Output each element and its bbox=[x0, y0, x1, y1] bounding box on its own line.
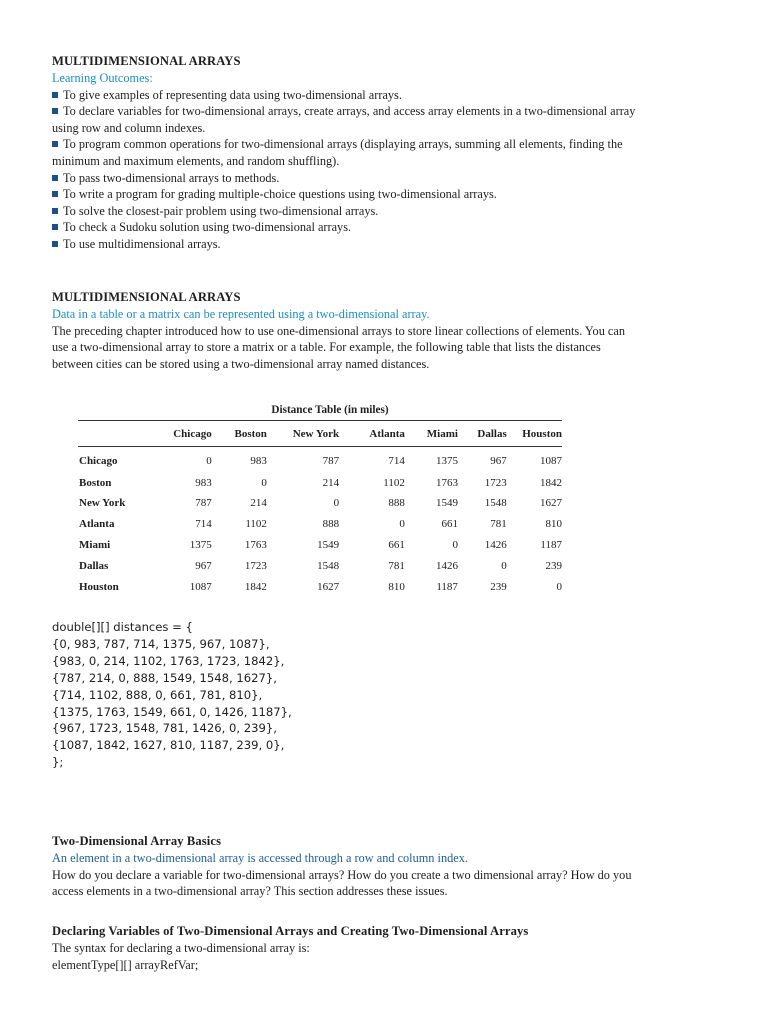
distance-table bbox=[78, 420, 562, 597]
distance-cell: 1627 bbox=[540, 497, 562, 510]
distance-cell: 787 bbox=[195, 497, 212, 510]
table-row bbox=[78, 514, 562, 535]
distance-cell: 214 bbox=[322, 476, 340, 489]
outcome-text: To give examples of representing data using two-dimensional arrays. bbox=[63, 87, 402, 102]
square-bullet-icon bbox=[52, 175, 58, 181]
code-line: double[][] distances = { bbox=[52, 620, 193, 634]
code-line: {787, 214, 0, 888, 1549, 1548, 1627}, bbox=[52, 670, 277, 685]
distance-cell: 1375 bbox=[435, 455, 458, 468]
outcome-text: To solve the closest-pair problem using two-dimensional arrays. bbox=[63, 203, 379, 218]
outcome-text: To write a program for grading multiple-choice questions using two-dimensional arrays. bbox=[63, 187, 497, 202]
row-header: Dallas bbox=[79, 559, 109, 572]
paragraph-line: How do you declare a variable for two-dimensional arrays? How do you create a two dimensional array? How do you bbox=[52, 867, 632, 882]
outcome-text: using row and column indexes. bbox=[52, 120, 206, 135]
array-basics-section bbox=[52, 833, 631, 900]
outcome-line bbox=[52, 219, 635, 236]
outcome-text: To pass two-dimensional arrays to methods. bbox=[63, 170, 280, 185]
code-block bbox=[52, 619, 292, 771]
distance-cell: 714 bbox=[388, 455, 405, 468]
distance-cell: 781 bbox=[490, 518, 507, 531]
distance-cell: 1187 bbox=[436, 580, 458, 593]
row-header: Houston bbox=[79, 580, 119, 593]
outcome-line bbox=[52, 136, 635, 153]
table-body bbox=[78, 446, 562, 597]
distance-cell: 888 bbox=[322, 518, 340, 531]
outcomes-list bbox=[52, 87, 635, 253]
multidimensional-arrays-section bbox=[52, 289, 625, 372]
distance-cell: 0 bbox=[452, 539, 458, 552]
outcome-item bbox=[52, 103, 635, 136]
table-row bbox=[78, 493, 562, 514]
column-header: Houston bbox=[522, 428, 562, 440]
outcome-item bbox=[52, 186, 635, 203]
table-row bbox=[78, 556, 562, 577]
column-header: Dallas bbox=[477, 428, 507, 440]
column-header: Atlanta bbox=[369, 428, 405, 440]
distance-cell: 983 bbox=[195, 476, 212, 489]
column-header: Chicago bbox=[173, 428, 212, 440]
distance-cell: 1375 bbox=[189, 539, 212, 552]
distance-cell: 661 bbox=[441, 518, 458, 531]
outcome-item bbox=[52, 87, 635, 104]
section-title: Two-Dimensional Array Basics bbox=[52, 834, 222, 848]
row-header: Boston bbox=[79, 476, 112, 489]
table-row bbox=[78, 446, 562, 473]
square-bullet-icon bbox=[52, 241, 58, 247]
square-bullet-icon bbox=[52, 92, 58, 98]
distance-cell: 810 bbox=[545, 518, 562, 531]
distance-cell: 1548 bbox=[317, 559, 340, 572]
outcome-line bbox=[52, 103, 635, 120]
distance-cell: 1087 bbox=[540, 455, 562, 468]
learning-outcomes-section bbox=[52, 53, 635, 253]
distance-cell: 967 bbox=[490, 455, 507, 468]
square-bullet-icon bbox=[52, 208, 58, 214]
paragraph-line: use a two-dimensional array to store a matrix or a table. For example, the following table that lists the distances bbox=[52, 340, 601, 355]
code-line: }; bbox=[52, 755, 64, 770]
distance-cell: 1548 bbox=[484, 497, 507, 510]
paragraph-line: between cities can be stored using a two-dimensional array named distances. bbox=[52, 356, 430, 371]
square-bullet-icon bbox=[52, 141, 58, 147]
corner-cell bbox=[78, 421, 148, 447]
outcome-line bbox=[52, 87, 635, 104]
column-header: Miami bbox=[426, 428, 458, 440]
table-caption: Distance Table (in miles) bbox=[271, 404, 389, 416]
outcome-item bbox=[52, 203, 635, 220]
distance-cell: 0 bbox=[399, 518, 405, 531]
column-header: Boston bbox=[234, 428, 267, 440]
outcome-text: To use multidimensional arrays. bbox=[63, 236, 221, 251]
paragraph-line: The preceding chapter introduced how to use one-dimensional arrays to store linear collections of elements. You can bbox=[52, 323, 625, 338]
distance-cell: 239 bbox=[490, 580, 507, 593]
distance-cell: 781 bbox=[388, 559, 405, 572]
square-bullet-icon bbox=[52, 191, 58, 197]
outcome-line bbox=[52, 186, 635, 203]
outcome-text: To program common operations for two-dimensional arrays (displaying arrays, summing all elements, finding the bbox=[63, 137, 623, 152]
distance-cell: 1723 bbox=[244, 559, 267, 572]
distance-cell: 810 bbox=[388, 580, 405, 593]
distance-cell: 239 bbox=[545, 559, 562, 572]
distance-cell: 888 bbox=[388, 497, 405, 510]
code-line: {967, 1723, 1548, 781, 1426, 0, 239}, bbox=[52, 721, 277, 736]
distance-cell: 214 bbox=[250, 497, 267, 510]
row-header: New York bbox=[79, 497, 126, 510]
distance-cell: 1102 bbox=[383, 476, 405, 489]
outcome-line bbox=[52, 170, 635, 187]
distance-cell: 1102 bbox=[245, 518, 267, 531]
outcome-text: To check a Sudoku solution using two-dimensional arrays. bbox=[63, 220, 352, 235]
code-line: {714, 1102, 888, 0, 661, 781, 810}, bbox=[52, 687, 263, 702]
code-line: {0, 983, 787, 714, 1375, 967, 1087}, bbox=[52, 636, 270, 651]
distance-table-figure bbox=[78, 403, 562, 597]
distance-cell: 983 bbox=[250, 455, 267, 468]
table-row bbox=[78, 473, 562, 494]
outcome-item bbox=[52, 170, 635, 187]
distance-cell: 1187 bbox=[540, 539, 562, 552]
outcome-item bbox=[52, 136, 635, 169]
outcome-continuation-line bbox=[52, 120, 635, 137]
section-subtitle: Data in a table or a matrix can be represented using a two-dimensional array. bbox=[52, 307, 430, 321]
square-bullet-icon bbox=[52, 108, 58, 114]
distance-cell: 1087 bbox=[189, 580, 212, 593]
distance-cell: 0 bbox=[556, 580, 562, 593]
paragraph-line: elementType[][] arrayRefVar; bbox=[52, 957, 199, 972]
code-line: {1375, 1763, 1549, 661, 0, 1426, 1187}, bbox=[52, 704, 292, 719]
section-subtitle: Learning Outcomes: bbox=[52, 71, 153, 85]
outcome-item bbox=[52, 219, 635, 236]
distance-cell: 1723 bbox=[484, 476, 507, 489]
distance-cell: 1426 bbox=[484, 539, 507, 552]
section-subtitle: An element in a two-dimensional array is accessed through a row and column index. bbox=[52, 851, 468, 865]
section-title: Declaring Variables of Two-Dimensional Arrays and Creating Two-Dimensional Arrays bbox=[52, 924, 529, 938]
outcome-line bbox=[52, 236, 635, 253]
paragraph-line: The syntax for declaring a two-dimensional array is: bbox=[52, 941, 310, 955]
code-line: {983, 0, 214, 1102, 1763, 1723, 1842}, bbox=[52, 653, 285, 668]
table-row bbox=[78, 535, 562, 556]
outcome-continuation-line bbox=[52, 153, 635, 170]
row-header: Atlanta bbox=[79, 518, 115, 531]
square-bullet-icon bbox=[52, 224, 58, 230]
distance-cell: 1842 bbox=[244, 580, 267, 593]
column-header: New York bbox=[292, 428, 340, 440]
distance-cell: 1627 bbox=[317, 580, 340, 593]
section-title: MULTIDIMENSIONAL ARRAYS bbox=[52, 290, 241, 304]
distance-cell: 714 bbox=[195, 518, 212, 531]
distance-cell: 1842 bbox=[540, 476, 562, 489]
distance-cell: 0 bbox=[261, 476, 267, 489]
declaring-variables-section bbox=[52, 923, 528, 973]
distance-cell: 787 bbox=[322, 455, 340, 468]
section-title: MULTIDIMENSIONAL ARRAYS bbox=[52, 54, 241, 68]
table-row bbox=[78, 577, 562, 598]
distance-cell: 1549 bbox=[435, 497, 458, 510]
distance-cell: 1426 bbox=[435, 559, 458, 572]
distance-cell: 0 bbox=[206, 455, 212, 468]
code-line: {1087, 1842, 1627, 810, 1187, 239, 0}, bbox=[52, 738, 285, 753]
table-header-row bbox=[78, 421, 562, 447]
row-header: Chicago bbox=[79, 455, 118, 468]
paragraph-line: access elements in a two-dimensional array? This section addresses these issues. bbox=[52, 884, 448, 899]
distance-cell: 661 bbox=[388, 539, 405, 552]
distance-cell: 0 bbox=[333, 497, 340, 510]
distance-cell: 967 bbox=[195, 559, 212, 572]
row-header: Miami bbox=[79, 539, 111, 552]
distance-cell: 0 bbox=[501, 559, 507, 572]
outcome-item bbox=[52, 236, 635, 253]
outcome-text: To declare variables for two-dimensional arrays, create arrays, and access array elements in a two-dimensional array bbox=[63, 104, 636, 119]
outcome-line bbox=[52, 203, 635, 220]
distance-cell: 1763 bbox=[435, 476, 458, 489]
distance-cell: 1549 bbox=[317, 539, 340, 552]
outcome-text: minimum and maximum elements, and random shuffling). bbox=[52, 153, 340, 168]
distance-cell: 1763 bbox=[244, 539, 267, 552]
